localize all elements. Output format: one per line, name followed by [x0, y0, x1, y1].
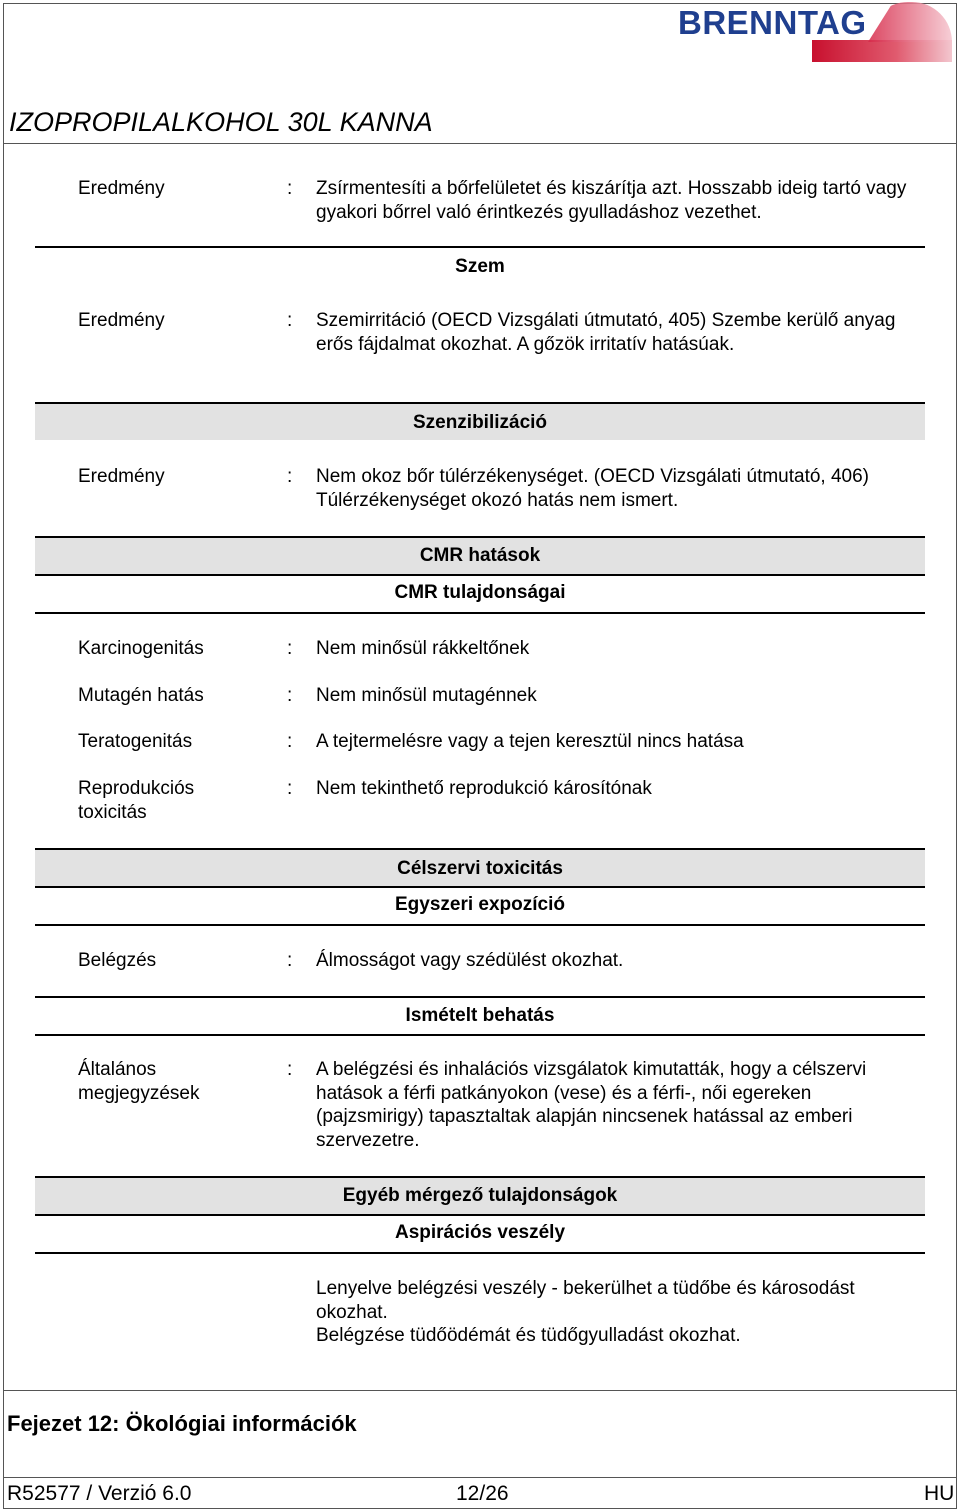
footer-language: HU: [924, 1482, 955, 1505]
cmr-section-heading: CMR hatások: [35, 536, 925, 576]
logo-swoosh: [868, 2, 952, 42]
chapter-heading: Fejezet 12: Ökológiai információk: [7, 1411, 357, 1436]
footer-page-number: 12/26: [456, 1482, 509, 1505]
row-value: Nem okoz bőr túlérzékenységet. (OECD Vizsgálati útmutató, 406) Túlérzékenységet okozó hatás nem ismert.: [316, 466, 870, 511]
row-colon: :: [287, 1059, 293, 1080]
row-value: Nem minősül mutagénnek: [316, 685, 537, 706]
row-value: Zsírmentesíti a bőrfelületet és kiszárítja azt. Hosszabb ideig tartó vagy gyakori bőrrel való érintkezés gyulladáshoz vezethet.: [316, 178, 907, 223]
row-label: Eredmény: [78, 310, 165, 331]
row-value: A tejtermelésre vagy a tejen keresztül nincs hatása: [316, 731, 744, 752]
aspiration-line-2: Belégzése tüdőödémát és tüdőgyulladást okozhat.: [316, 1325, 741, 1346]
row-colon: :: [287, 466, 293, 487]
row-label: Teratogenitás: [78, 731, 193, 752]
footer-divider: [3, 1477, 957, 1478]
logo-red-bar: [812, 40, 952, 62]
other-toxic-section-heading: Egyéb mérgező tulajdonságok: [35, 1176, 925, 1216]
aspiration-subheading: Aspirációs veszély: [35, 1222, 925, 1254]
row-colon: :: [287, 178, 293, 199]
row-label: Belégzés: [78, 950, 157, 971]
row-colon: :: [287, 731, 293, 752]
single-exposure-subheading: Egyszeri expozíció: [35, 894, 925, 926]
footer-doc-id: R52577 / Verzió 6.0: [7, 1482, 192, 1505]
row-colon: :: [287, 778, 293, 799]
target-organ-section-heading: Célszervi toxicitás: [35, 848, 925, 888]
row-colon: :: [287, 685, 293, 706]
row-label: Reprodukciós toxicitás: [78, 778, 195, 823]
aspiration-line-1: Lenyelve belégzési veszély - bekerülhet a tüdőbe és károsodást okozhat.: [316, 1278, 855, 1323]
row-colon: :: [287, 310, 293, 331]
title-divider: [3, 143, 957, 144]
row-value: Álmosságot vagy szédülést okozhat.: [316, 950, 624, 971]
row-label: Mutagén hatás: [78, 685, 204, 706]
brenntag-logo: [678, 2, 958, 60]
document-title: IZOPROPILALKOHOL 30L KANNA: [9, 107, 433, 137]
chapter-divider: [3, 1390, 957, 1391]
row-label: Általános megjegyzések: [78, 1059, 200, 1104]
sensitization-section-heading: Szenzibilizáció: [35, 402, 925, 440]
cmr-subheading: CMR tulajdonságai: [35, 582, 925, 614]
eye-section-heading: Szem: [35, 246, 925, 286]
row-label: Eredmény: [78, 178, 165, 199]
row-value: Nem tekinthető reprodukció károsítónak: [316, 778, 652, 799]
row-value: A belégzési és inhalációs vizsgálatok kimutatták, hogy a célszervi hatások a férfi patkányokon (vese) és a férfi-, női egereken (pajzsmirigy) tapasztaltak alapján nincsenek hatással az emberi szervezetre.: [316, 1059, 867, 1151]
row-colon: :: [287, 638, 293, 659]
row-value: Nem minősül rákkeltőnek: [316, 638, 530, 659]
logo-text: BRENNTAG: [678, 4, 867, 41]
row-label: Eredmény: [78, 466, 165, 487]
row-label: Karcinogenitás: [78, 638, 204, 659]
row-value: Szemirritáció (OECD Vizsgálati útmutató, 405) Szembe kerülő anyag erős fájdalmat okozhat. A gőzök irritatív hatásúak.: [316, 310, 896, 355]
repeated-exposure-subheading: Ismételt behatás: [35, 996, 925, 1036]
row-colon: :: [287, 950, 293, 971]
